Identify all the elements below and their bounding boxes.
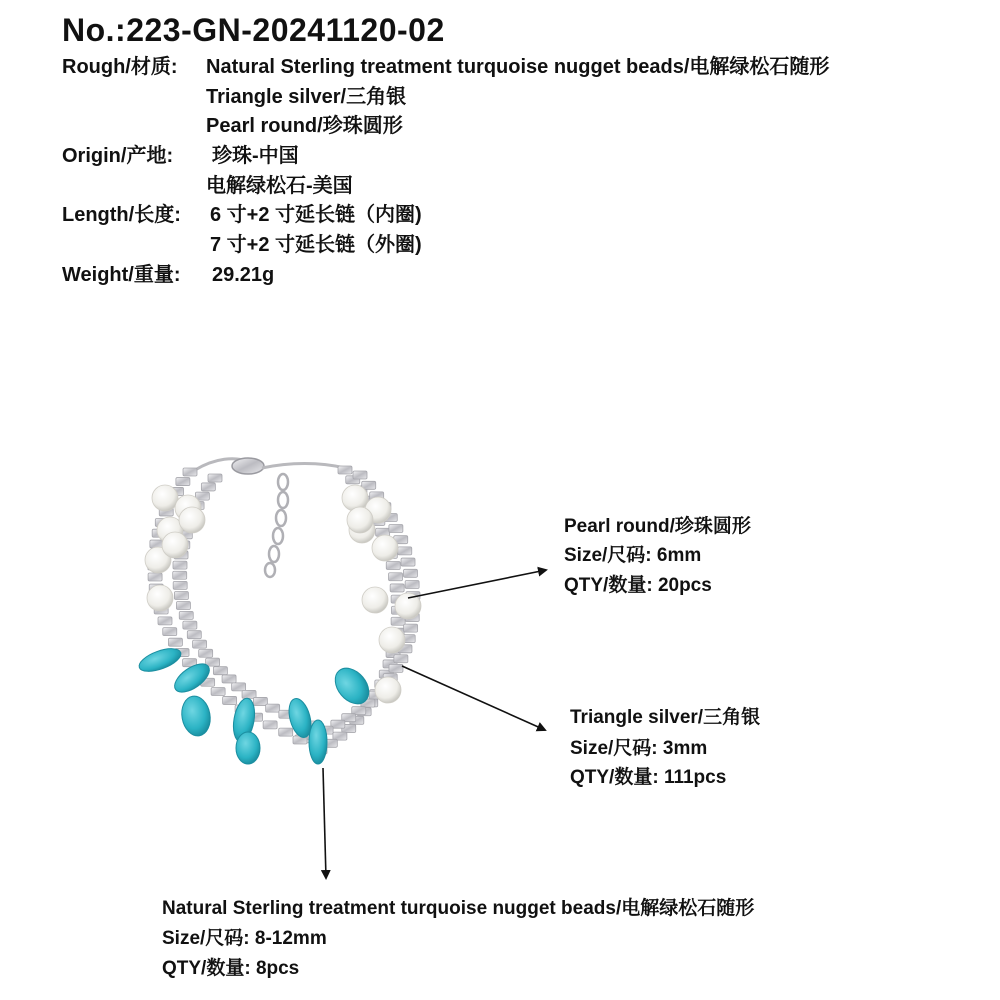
weight-label: Weight/重量: — [62, 264, 181, 286]
turquoise-callout-qty: QTY/数量: 8pcs — [162, 958, 300, 979]
turquoise-bead — [179, 694, 214, 738]
silver-bead — [168, 638, 182, 646]
silver-bead — [208, 474, 222, 482]
pearl-bead — [347, 507, 373, 533]
turquoise-bead — [236, 732, 260, 764]
silver-bead — [353, 471, 367, 479]
pearl-bead — [162, 532, 188, 558]
origin-value-1: 珍珠-中国 — [212, 145, 299, 167]
silver-bead — [394, 655, 408, 663]
rough-value-3: Pearl round/珍珠圆形 — [206, 115, 403, 137]
silver-bead — [193, 640, 207, 648]
silver-bead — [398, 547, 412, 555]
pearl-bead — [342, 485, 368, 511]
length-value-1: 6 寸+2 寸延长链（内圈) — [210, 204, 422, 226]
silver-bead — [389, 573, 403, 581]
silver-bead — [223, 696, 237, 704]
turquoise-callout-size: Size/尺码: 8-12mm — [162, 928, 327, 949]
pearl-callout-arrow — [408, 570, 546, 598]
silver-bead — [253, 697, 267, 705]
silver-bead — [266, 704, 280, 712]
silver-callout-size: Size/尺码: 3mm — [570, 738, 708, 759]
turquoise-callout-arrow — [323, 768, 326, 878]
length-value-2: 7 寸+2 寸延长链（外圈) — [210, 234, 422, 256]
pearl-bead — [372, 535, 398, 561]
silver-bead — [211, 688, 225, 696]
turquoise-callout-name: Natural Sterling treatment turquoise nugget beads/电解绿松石随形 — [162, 898, 755, 919]
silver-bead — [176, 478, 190, 486]
silver-bead — [173, 581, 187, 589]
silver-bead — [403, 569, 417, 577]
pearl-bead — [179, 507, 205, 533]
length-label: Length/长度: — [62, 204, 181, 226]
pearl-bead — [152, 485, 178, 511]
silver-bead — [174, 591, 188, 599]
silver-bead — [158, 617, 172, 625]
rough-value-1: Natural Sterling treatment turquoise nugget beads/电解绿松石随形 — [206, 56, 830, 78]
rough-value-2: Triangle silver/三角银 — [206, 86, 407, 108]
silver-bead — [183, 468, 197, 476]
silver-bead — [386, 562, 400, 570]
silver-bead — [338, 466, 352, 474]
silver-bead — [183, 621, 197, 629]
pearl-callout-name: Pearl round/珍珠圆形 — [564, 516, 751, 537]
silver-bead — [206, 658, 220, 666]
silver-bead — [173, 571, 187, 579]
pearl-bead — [379, 627, 405, 653]
silver-bead — [201, 483, 215, 491]
silver-bead — [173, 561, 187, 569]
pearl-callout-qty: QTY/数量: 20pcs — [564, 575, 712, 596]
origin-value-2: 电解绿松石-美国 — [206, 175, 353, 197]
silver-bead — [389, 525, 403, 533]
silver-bead — [187, 631, 201, 639]
silver-bead — [389, 664, 403, 672]
silver-callout-arrow — [402, 666, 545, 730]
silver-bead — [232, 683, 246, 691]
silver-bead — [242, 690, 256, 698]
rough-label: Rough/材质: — [62, 56, 178, 78]
pearl-bead — [362, 587, 388, 613]
silver-bead — [404, 624, 418, 632]
silver-callout-name: Triangle silver/三角银 — [570, 707, 761, 728]
silver-bead — [148, 573, 162, 581]
silver-bead — [163, 628, 177, 636]
silver-bead — [391, 617, 405, 625]
origin-label: Origin/产地: — [62, 145, 174, 167]
silver-bead — [213, 667, 227, 675]
turquoise-bead — [309, 720, 327, 764]
silver-bead — [405, 580, 419, 588]
silver-bead — [279, 728, 293, 736]
silver-bead — [222, 675, 236, 683]
weight-value: 29.21g — [212, 264, 275, 286]
pearl-bead — [375, 677, 401, 703]
silver-bead — [390, 584, 404, 592]
silver-bead — [401, 558, 415, 566]
silver-bead — [263, 721, 277, 729]
pearl-bead — [147, 585, 173, 611]
pearl-callout-size: Size/尺码: 6mm — [564, 545, 702, 566]
silver-bead — [176, 601, 190, 609]
silver-callout-qty: QTY/数量: 111pcs — [570, 767, 727, 788]
product-code-title: No.:223-GN-20241120-02 — [62, 12, 445, 48]
turquoise-bead — [136, 644, 184, 676]
silver-bead — [179, 611, 193, 619]
silver-bead — [199, 649, 213, 657]
